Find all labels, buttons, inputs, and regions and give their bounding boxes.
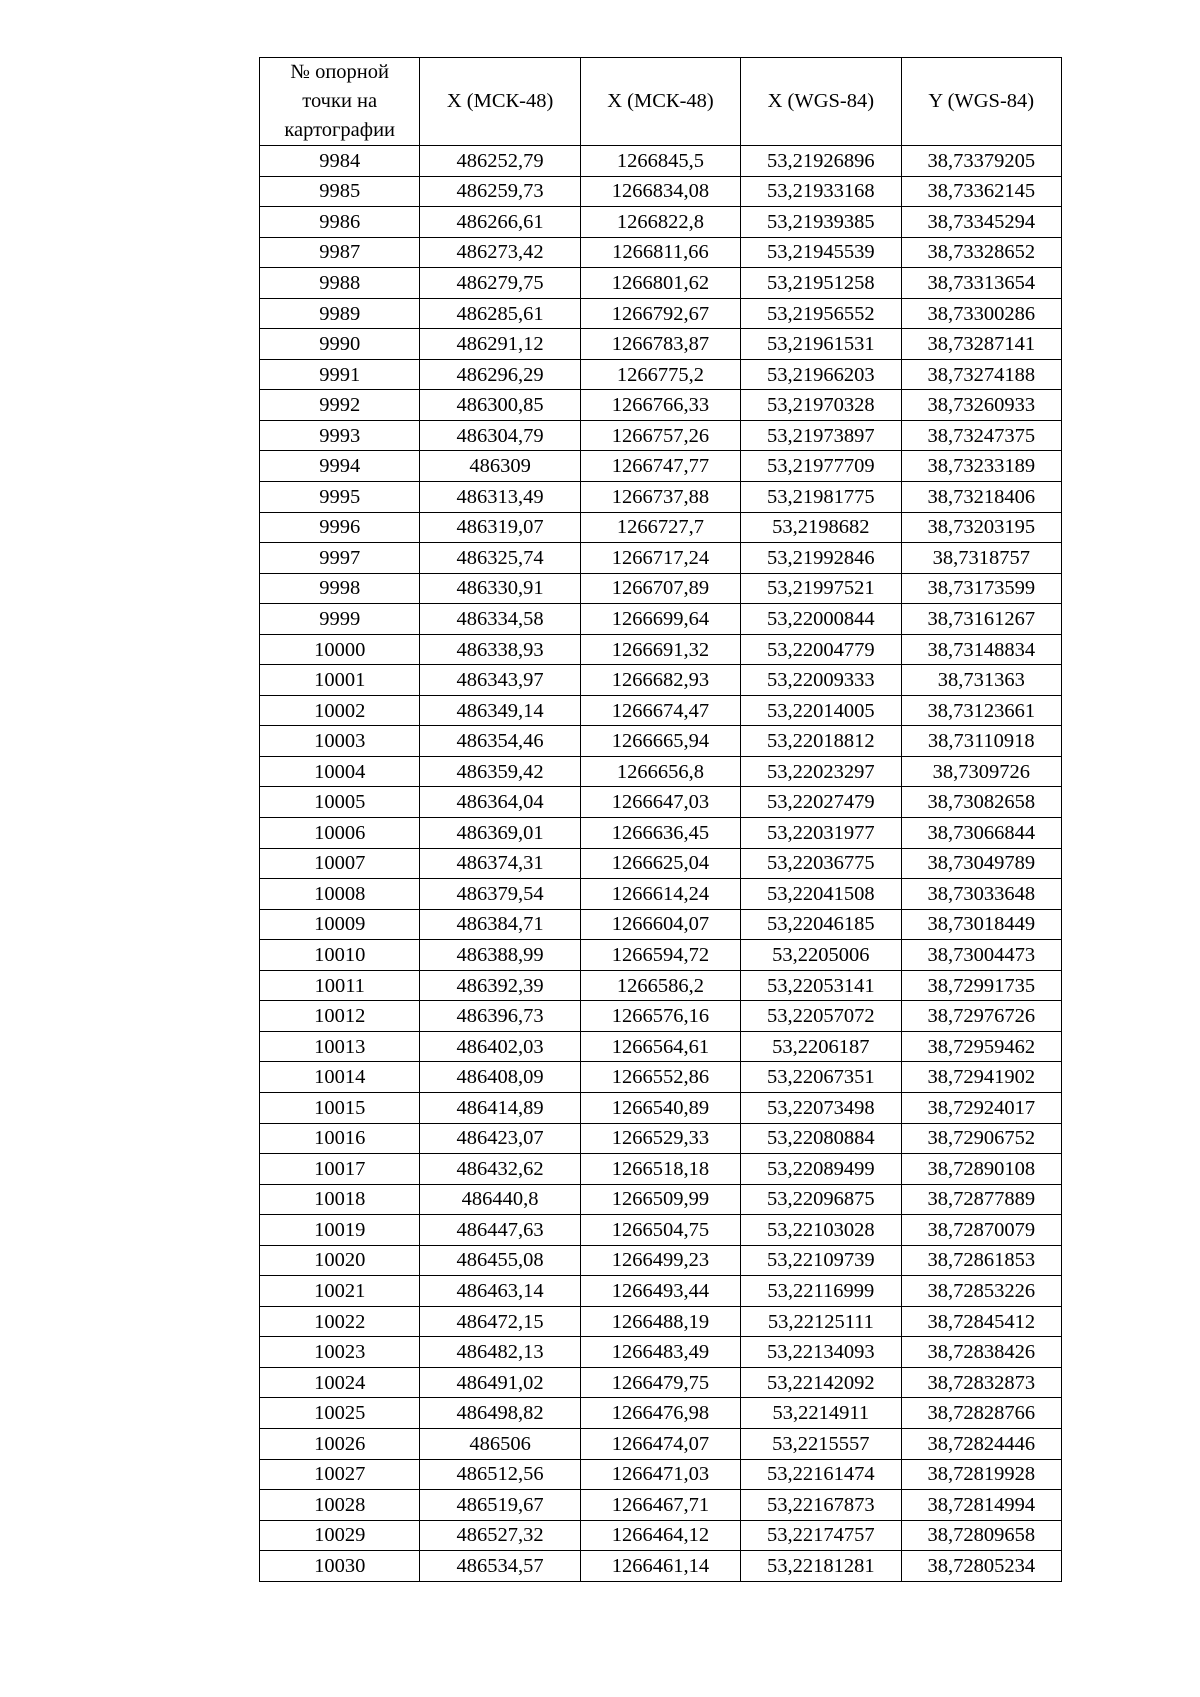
cell-x-wgs84: 53,21926896 [741,146,901,177]
cell-x-wgs84: 53,22031977 [741,818,901,849]
table-row [260,420,1062,451]
cell-y-wgs84: 38,73287141 [901,329,1061,360]
cell-x-wgs84: 53,2214911 [741,1398,901,1429]
table-row [260,1092,1062,1123]
cell-point-number: 9996 [260,512,420,543]
cell-x-msk48-2: 1266801,62 [580,268,740,299]
cell-x-msk48-2: 1266757,26 [580,420,740,451]
cell-y-wgs84: 38,72959462 [901,1031,1061,1062]
cell-x-msk48: 486266,61 [420,207,580,238]
cell-x-msk48-2: 1266529,33 [580,1123,740,1154]
cell-y-wgs84: 38,73300286 [901,298,1061,329]
cell-x-wgs84: 53,22018812 [741,726,901,757]
cell-y-wgs84: 38,72828766 [901,1398,1061,1429]
cell-x-msk48-2: 1266518,18 [580,1154,740,1185]
cell-x-msk48-2: 1266727,7 [580,512,740,543]
cell-x-msk48-2: 1266766,33 [580,390,740,421]
cell-point-number: 9991 [260,359,420,390]
cell-x-msk48: 486491,02 [420,1367,580,1398]
cell-point-number: 10005 [260,787,420,818]
cell-x-msk48: 486482,13 [420,1337,580,1368]
cell-y-wgs84: 38,73110918 [901,726,1061,757]
cell-y-wgs84: 38,73066844 [901,818,1061,849]
cell-point-number: 10018 [260,1184,420,1215]
table-row [260,1337,1062,1368]
cell-x-msk48-2: 1266737,88 [580,482,740,513]
cell-x-msk48: 486472,15 [420,1306,580,1337]
table-row [260,1520,1062,1551]
table-row [260,970,1062,1001]
cell-x-wgs84: 53,2215557 [741,1428,901,1459]
cell-x-wgs84: 53,22053141 [741,970,901,1001]
cell-y-wgs84: 38,73379205 [901,146,1061,177]
table-row [260,146,1062,177]
cell-point-number: 9986 [260,207,420,238]
table-row [260,298,1062,329]
cell-x-msk48-2: 1266576,16 [580,1001,740,1032]
cell-y-wgs84: 38,72906752 [901,1123,1061,1154]
cell-point-number: 10020 [260,1245,420,1276]
table-row [260,1215,1062,1246]
table-row [260,879,1062,910]
table-row [260,1490,1062,1521]
cell-x-wgs84: 53,22134093 [741,1337,901,1368]
cell-x-msk48-2: 1266775,2 [580,359,740,390]
cell-point-number: 10013 [260,1031,420,1062]
cell-y-wgs84: 38,73274188 [901,359,1061,390]
cell-x-msk48: 486512,56 [420,1459,580,1490]
cell-y-wgs84: 38,73218406 [901,482,1061,513]
cell-x-wgs84: 53,2198682 [741,512,901,543]
table-row [260,573,1062,604]
cell-point-number: 9995 [260,482,420,513]
cell-x-msk48: 486343,97 [420,665,580,696]
cell-point-number: 10027 [260,1459,420,1490]
cell-y-wgs84: 38,72824446 [901,1428,1061,1459]
cell-x-msk48: 486325,74 [420,543,580,574]
cell-x-msk48: 486408,09 [420,1062,580,1093]
header-row [260,58,1062,146]
cell-x-msk48-2: 1266471,03 [580,1459,740,1490]
cell-point-number: 10011 [260,970,420,1001]
cell-x-msk48-2: 1266509,99 [580,1184,740,1215]
cell-x-wgs84: 53,22109739 [741,1245,901,1276]
cell-x-msk48: 486304,79 [420,420,580,451]
cell-y-wgs84: 38,72941902 [901,1062,1061,1093]
cell-point-number: 9997 [260,543,420,574]
cell-point-number: 10026 [260,1428,420,1459]
cell-x-msk48: 486379,54 [420,879,580,910]
cell-point-number: 10023 [260,1337,420,1368]
cell-x-msk48: 486447,63 [420,1215,580,1246]
cell-x-msk48-2: 1266674,47 [580,695,740,726]
table-row [260,848,1062,879]
table-row [260,512,1062,543]
cell-x-msk48: 486334,58 [420,604,580,635]
cell-x-msk48: 486369,01 [420,818,580,849]
cell-x-msk48: 486463,14 [420,1276,580,1307]
cell-x-msk48: 486259,73 [420,176,580,207]
cell-x-msk48: 486506 [420,1428,580,1459]
cell-x-msk48: 486354,46 [420,726,580,757]
table-row [260,1245,1062,1276]
cell-x-msk48-2: 1266564,61 [580,1031,740,1062]
cell-x-msk48-2: 1266834,08 [580,176,740,207]
cell-x-msk48-2: 1266504,75 [580,1215,740,1246]
cell-y-wgs84: 38,72809658 [901,1520,1061,1551]
cell-x-msk48-2: 1266604,07 [580,909,740,940]
cell-x-wgs84: 53,22181281 [741,1551,901,1582]
cell-x-msk48: 486498,82 [420,1398,580,1429]
cell-x-wgs84: 53,22057072 [741,1001,901,1032]
cell-x-msk48-2: 1266493,44 [580,1276,740,1307]
cell-point-number: 9988 [260,268,420,299]
cell-y-wgs84: 38,72877889 [901,1184,1061,1215]
cell-x-msk48: 486414,89 [420,1092,580,1123]
cell-point-number: 10030 [260,1551,420,1582]
cell-x-msk48-2: 1266614,24 [580,879,740,910]
cell-x-msk48: 486359,42 [420,756,580,787]
cell-x-wgs84: 53,22023297 [741,756,901,787]
cell-x-msk48: 486252,79 [420,146,580,177]
table-row [260,1551,1062,1582]
cell-point-number: 10021 [260,1276,420,1307]
cell-point-number: 10007 [260,848,420,879]
cell-x-msk48-2: 1266552,86 [580,1062,740,1093]
cell-point-number: 10017 [260,1154,420,1185]
cell-y-wgs84: 38,73362145 [901,176,1061,207]
cell-x-msk48-2: 1266647,03 [580,787,740,818]
cell-point-number: 9999 [260,604,420,635]
cell-point-number: 10029 [260,1520,420,1551]
cell-y-wgs84: 38,72976726 [901,1001,1061,1032]
table-row [260,237,1062,268]
cell-x-wgs84: 53,22014005 [741,695,901,726]
cell-x-msk48: 486319,07 [420,512,580,543]
table-row [260,543,1062,574]
cell-point-number: 9987 [260,237,420,268]
cell-y-wgs84: 38,73004473 [901,940,1061,971]
cell-x-msk48: 486300,85 [420,390,580,421]
header-point-number: № опорной точки на картографии [260,58,420,146]
cell-x-wgs84: 53,2206187 [741,1031,901,1062]
cell-x-wgs84: 53,22004779 [741,634,901,665]
cell-x-msk48: 486313,49 [420,482,580,513]
table-row [260,1062,1062,1093]
cell-y-wgs84: 38,72819928 [901,1459,1061,1490]
cell-x-msk48-2: 1266483,49 [580,1337,740,1368]
cell-point-number: 9984 [260,146,420,177]
cell-y-wgs84: 38,73313654 [901,268,1061,299]
cell-y-wgs84: 38,7309726 [901,756,1061,787]
cell-x-wgs84: 53,22089499 [741,1154,901,1185]
cell-point-number: 10019 [260,1215,420,1246]
cell-x-msk48-2: 1266636,45 [580,818,740,849]
cell-x-msk48: 486440,8 [420,1184,580,1215]
cell-x-wgs84: 53,22000844 [741,604,901,635]
cell-x-msk48-2: 1266488,19 [580,1306,740,1337]
cell-y-wgs84: 38,73203195 [901,512,1061,543]
cell-x-msk48: 486388,99 [420,940,580,971]
cell-x-wgs84: 53,21997521 [741,573,901,604]
cell-x-msk48: 486349,14 [420,695,580,726]
cell-x-msk48: 486432,62 [420,1154,580,1185]
cell-y-wgs84: 38,72890108 [901,1154,1061,1185]
cell-x-wgs84: 53,22174757 [741,1520,901,1551]
cell-x-msk48: 486384,71 [420,909,580,940]
cell-x-msk48: 486392,39 [420,970,580,1001]
header-x-wgs84: X (WGS-84) [741,58,901,146]
cell-y-wgs84: 38,7318757 [901,543,1061,574]
cell-x-msk48-2: 1266811,66 [580,237,740,268]
cell-x-wgs84: 53,2205006 [741,940,901,971]
cell-point-number: 10000 [260,634,420,665]
cell-x-msk48: 486527,32 [420,1520,580,1551]
cell-y-wgs84: 38,73018449 [901,909,1061,940]
cell-x-wgs84: 53,22125111 [741,1306,901,1337]
cell-x-wgs84: 53,21977709 [741,451,901,482]
cell-x-msk48-2: 1266682,93 [580,665,740,696]
cell-point-number: 10002 [260,695,420,726]
cell-point-number: 10016 [260,1123,420,1154]
table-row [260,818,1062,849]
table-header [260,58,1062,146]
cell-x-msk48: 486330,91 [420,573,580,604]
table-row [260,176,1062,207]
table-row [260,1367,1062,1398]
cell-x-wgs84: 53,21951258 [741,268,901,299]
cell-x-msk48-2: 1266540,89 [580,1092,740,1123]
cell-point-number: 9989 [260,298,420,329]
table-body [260,146,1062,1582]
cell-point-number: 10022 [260,1306,420,1337]
cell-y-wgs84: 38,72991735 [901,970,1061,1001]
table-row [260,1031,1062,1062]
cell-x-msk48-2: 1266707,89 [580,573,740,604]
coordinates-table [259,57,1062,1582]
table-row [260,756,1062,787]
cell-x-msk48: 486423,07 [420,1123,580,1154]
cell-x-msk48-2: 1266699,64 [580,604,740,635]
cell-x-wgs84: 53,22041508 [741,879,901,910]
cell-y-wgs84: 38,73260933 [901,390,1061,421]
cell-y-wgs84: 38,72838426 [901,1337,1061,1368]
cell-x-wgs84: 53,22067351 [741,1062,901,1093]
table-row [260,482,1062,513]
cell-y-wgs84: 38,73161267 [901,604,1061,635]
cell-y-wgs84: 38,73173599 [901,573,1061,604]
cell-x-msk48-2: 1266464,12 [580,1520,740,1551]
header-y-wgs84: Y (WGS-84) [901,58,1061,146]
cell-x-wgs84: 53,22161474 [741,1459,901,1490]
table-row [260,726,1062,757]
cell-x-msk48-2: 1266461,14 [580,1551,740,1582]
cell-x-msk48: 486519,67 [420,1490,580,1521]
cell-y-wgs84: 38,72805234 [901,1551,1061,1582]
cell-x-msk48-2: 1266792,67 [580,298,740,329]
table-row [260,1276,1062,1307]
cell-x-msk48-2: 1266586,2 [580,970,740,1001]
cell-x-wgs84: 53,22080884 [741,1123,901,1154]
cell-y-wgs84: 38,72845412 [901,1306,1061,1337]
cell-x-wgs84: 53,22027479 [741,787,901,818]
table-row [260,665,1062,696]
cell-x-wgs84: 53,22046185 [741,909,901,940]
cell-x-msk48-2: 1266747,77 [580,451,740,482]
table-row [260,1398,1062,1429]
cell-y-wgs84: 38,72853226 [901,1276,1061,1307]
header-x-msk48-2: X (МСК-48) [580,58,740,146]
cell-x-wgs84: 53,21992846 [741,543,901,574]
cell-x-wgs84: 53,21970328 [741,390,901,421]
cell-x-wgs84: 53,21966203 [741,359,901,390]
cell-y-wgs84: 38,73033648 [901,879,1061,910]
cell-point-number: 10006 [260,818,420,849]
table-row [260,1001,1062,1032]
cell-y-wgs84: 38,73247375 [901,420,1061,451]
cell-point-number: 9990 [260,329,420,360]
table-row [260,390,1062,421]
cell-point-number: 9992 [260,390,420,421]
cell-x-msk48-2: 1266845,5 [580,146,740,177]
cell-y-wgs84: 38,73345294 [901,207,1061,238]
table-row [260,268,1062,299]
cell-x-wgs84: 53,22009333 [741,665,901,696]
cell-x-wgs84: 53,22142092 [741,1367,901,1398]
cell-x-msk48: 486279,75 [420,268,580,299]
cell-point-number: 10014 [260,1062,420,1093]
cell-point-number: 10012 [260,1001,420,1032]
cell-x-msk48: 486534,57 [420,1551,580,1582]
cell-point-number: 10025 [260,1398,420,1429]
cell-point-number: 10004 [260,756,420,787]
cell-x-msk48: 486273,42 [420,237,580,268]
cell-y-wgs84: 38,73049789 [901,848,1061,879]
table-row [260,787,1062,818]
cell-y-wgs84: 38,72924017 [901,1092,1061,1123]
cell-x-msk48-2: 1266479,75 [580,1367,740,1398]
cell-x-msk48-2: 1266822,8 [580,207,740,238]
table-row [260,1306,1062,1337]
cell-point-number: 9998 [260,573,420,604]
cell-x-msk48: 486402,03 [420,1031,580,1062]
cell-point-number: 10009 [260,909,420,940]
table-row [260,1184,1062,1215]
cell-x-msk48-2: 1266656,8 [580,756,740,787]
cell-x-wgs84: 53,21973897 [741,420,901,451]
cell-point-number: 10028 [260,1490,420,1521]
table-row [260,1123,1062,1154]
cell-x-msk48-2: 1266717,24 [580,543,740,574]
cell-point-number: 10010 [260,940,420,971]
header-x-msk48: X (МСК-48) [420,58,580,146]
cell-x-msk48-2: 1266499,23 [580,1245,740,1276]
table-row [260,1459,1062,1490]
cell-x-wgs84: 53,21956552 [741,298,901,329]
cell-x-msk48-2: 1266691,32 [580,634,740,665]
cell-point-number: 10024 [260,1367,420,1398]
cell-x-msk48-2: 1266594,72 [580,940,740,971]
cell-x-msk48: 486291,12 [420,329,580,360]
cell-x-msk48-2: 1266476,98 [580,1398,740,1429]
table-row [260,634,1062,665]
cell-x-msk48: 486396,73 [420,1001,580,1032]
table-row [260,604,1062,635]
cell-point-number: 9993 [260,420,420,451]
cell-y-wgs84: 38,72832873 [901,1367,1061,1398]
cell-y-wgs84: 38,73328652 [901,237,1061,268]
table-row [260,1428,1062,1459]
cell-x-msk48-2: 1266665,94 [580,726,740,757]
cell-x-wgs84: 53,22036775 [741,848,901,879]
cell-y-wgs84: 38,72861853 [901,1245,1061,1276]
table-row [260,909,1062,940]
table-row [260,329,1062,360]
cell-x-msk48-2: 1266467,71 [580,1490,740,1521]
cell-x-wgs84: 53,21981775 [741,482,901,513]
cell-x-msk48: 486374,31 [420,848,580,879]
cell-x-wgs84: 53,22103028 [741,1215,901,1246]
cell-x-wgs84: 53,21939385 [741,207,901,238]
cell-y-wgs84: 38,72814994 [901,1490,1061,1521]
cell-x-wgs84: 53,22096875 [741,1184,901,1215]
cell-y-wgs84: 38,731363 [901,665,1061,696]
cell-point-number: 9994 [260,451,420,482]
cell-x-wgs84: 53,22167873 [741,1490,901,1521]
cell-x-wgs84: 53,21945539 [741,237,901,268]
cell-x-msk48: 486285,61 [420,298,580,329]
cell-x-msk48: 486309 [420,451,580,482]
table-row [260,359,1062,390]
cell-x-msk48-2: 1266625,04 [580,848,740,879]
table-row [260,940,1062,971]
cell-x-wgs84: 53,22116999 [741,1276,901,1307]
table-row [260,451,1062,482]
table-row [260,207,1062,238]
cell-point-number: 9985 [260,176,420,207]
cell-y-wgs84: 38,73148834 [901,634,1061,665]
cell-x-msk48: 486455,08 [420,1245,580,1276]
cell-x-msk48-2: 1266783,87 [580,329,740,360]
cell-point-number: 10003 [260,726,420,757]
cell-x-msk48-2: 1266474,07 [580,1428,740,1459]
cell-y-wgs84: 38,73082658 [901,787,1061,818]
cell-x-wgs84: 53,21961531 [741,329,901,360]
table-row [260,1154,1062,1185]
cell-x-wgs84: 53,21933168 [741,176,901,207]
cell-point-number: 10001 [260,665,420,696]
table-row [260,695,1062,726]
cell-y-wgs84: 38,73233189 [901,451,1061,482]
cell-y-wgs84: 38,73123661 [901,695,1061,726]
cell-x-msk48: 486338,93 [420,634,580,665]
cell-x-wgs84: 53,22073498 [741,1092,901,1123]
cell-x-msk48: 486296,29 [420,359,580,390]
cell-x-msk48: 486364,04 [420,787,580,818]
cell-y-wgs84: 38,72870079 [901,1215,1061,1246]
cell-point-number: 10008 [260,879,420,910]
cell-point-number: 10015 [260,1092,420,1123]
